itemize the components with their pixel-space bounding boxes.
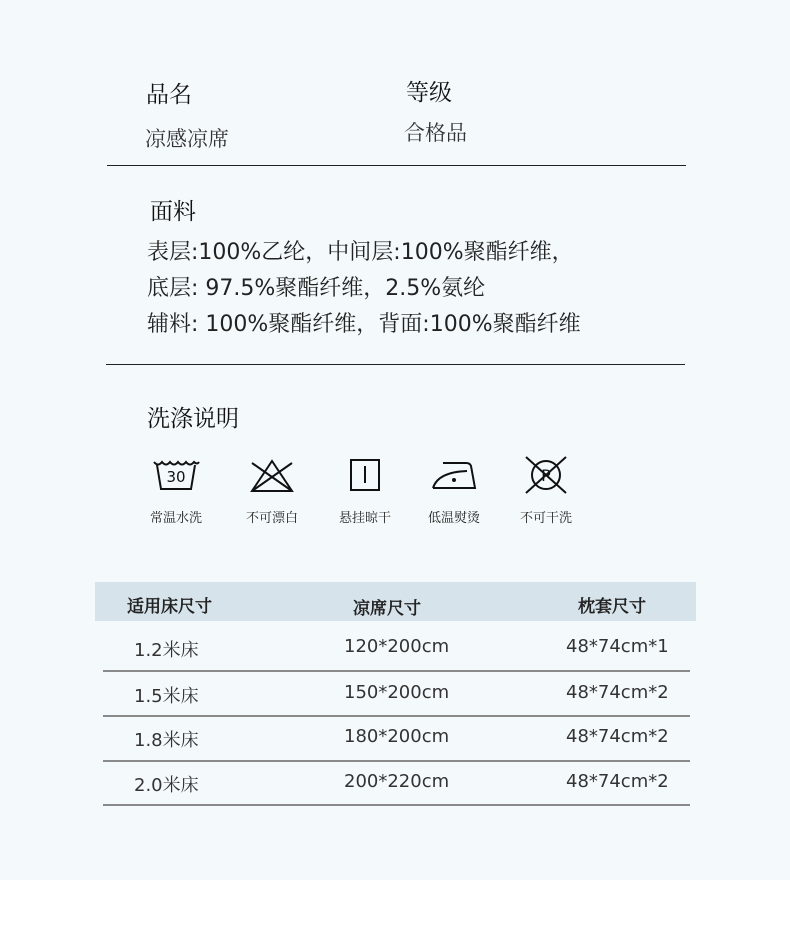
product-name-value: 凉感凉席	[145, 127, 229, 151]
column-header-mat-size: 凉席尺寸	[353, 599, 421, 619]
size-table-header	[95, 582, 696, 621]
row-divider	[103, 715, 690, 717]
wash-30-icon	[151, 455, 201, 495]
cell-bed-size: 1.2米床	[134, 640, 199, 661]
low-iron-icon	[429, 455, 479, 495]
wash-temperature: 30	[166, 468, 186, 486]
column-header-pillowcase-size: 枕套尺寸	[578, 597, 646, 617]
care-item-label: 不可漂白	[245, 511, 298, 526]
row-divider	[103, 804, 690, 806]
cell-bed-size: 2.0米床	[134, 775, 199, 796]
divider	[106, 364, 685, 365]
no-bleach-icon	[247, 455, 297, 495]
material-line: 底层: 97.5%聚酯纤维，2.5%氨纶	[147, 276, 486, 301]
cell-mat-size: 120*200cm	[344, 636, 450, 657]
row-divider	[103, 670, 690, 672]
care-item-label: 悬挂晾干	[338, 511, 391, 526]
material-label: 面料	[150, 199, 196, 225]
care-label: 洗涤说明	[147, 406, 239, 432]
no-dry-clean-icon	[521, 455, 571, 495]
care-item-iron	[414, 455, 494, 526]
grade-label: 等级	[406, 80, 452, 106]
dry-clean-letter: P	[541, 466, 551, 485]
row-divider	[103, 760, 690, 762]
cell-pillowcase-size: 48*74cm*2	[566, 682, 669, 703]
grade-value: 合格品	[404, 121, 467, 145]
care-item-wash	[136, 455, 216, 526]
cell-bed-size: 1.8米床	[134, 730, 199, 751]
care-item-label: 不可干洗	[519, 511, 572, 526]
product-name-label: 品名	[146, 82, 192, 108]
material-line: 表层:100%乙纶，中间层:100%聚酯纤维，	[147, 240, 574, 265]
hang-dry-icon	[340, 455, 390, 495]
care-item-label: 低温熨烫	[427, 511, 480, 526]
cell-bed-size: 1.5米床	[134, 686, 199, 707]
material-line: 辅料: 100%聚酯纤维，背面:100%聚酯纤维	[147, 312, 581, 337]
care-item-bleach	[232, 455, 312, 526]
divider	[107, 165, 686, 166]
cell-pillowcase-size: 48*74cm*2	[566, 771, 669, 792]
column-header-bed-size: 适用床尺寸	[127, 597, 212, 617]
cell-mat-size: 180*200cm	[344, 726, 450, 747]
care-item-label: 常温水洗	[149, 511, 202, 526]
cell-pillowcase-size: 48*74cm*2	[566, 726, 669, 747]
care-item-dryclean	[506, 455, 586, 526]
care-item-dry	[325, 455, 405, 526]
cell-pillowcase-size: 48*74cm*1	[566, 636, 669, 657]
cell-mat-size: 200*220cm	[344, 771, 450, 792]
cell-mat-size: 150*200cm	[344, 682, 450, 703]
